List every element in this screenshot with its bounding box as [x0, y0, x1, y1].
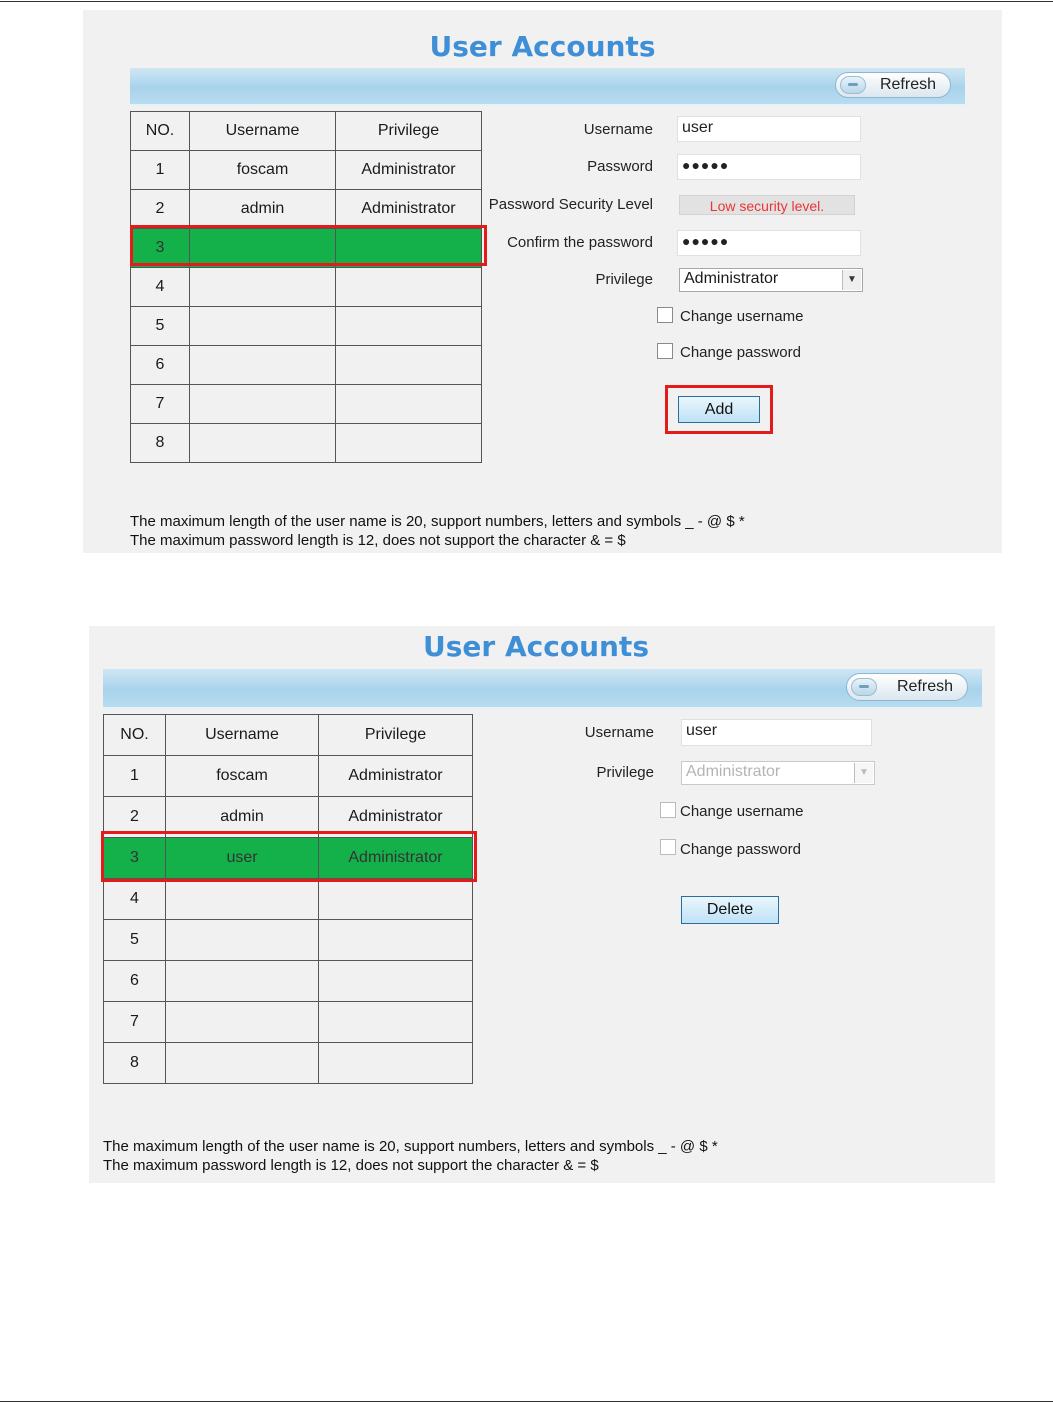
page-bottom-rule [0, 1401, 1053, 1402]
table-row[interactable] [104, 920, 473, 961]
cell-username [166, 1043, 319, 1084]
cell-username [166, 1002, 319, 1043]
refresh-label: Refresh [896, 678, 953, 695]
cell-no: 4 [104, 879, 166, 920]
cell-no: 7 [104, 1002, 166, 1043]
chevron-down-icon[interactable]: ▼ [854, 763, 873, 783]
cell-no: 1 [104, 756, 166, 797]
cell-no: 5 [131, 307, 190, 346]
change-username-checkbox[interactable] [660, 802, 676, 818]
change-username-label: Change username [680, 803, 804, 820]
cell-privilege [336, 307, 482, 346]
table-row[interactable] [131, 307, 482, 346]
confirm-password-label: Confirm the password [507, 234, 653, 251]
refresh-icon [840, 76, 866, 94]
password-label: Password [587, 158, 653, 175]
table-row[interactable] [131, 385, 482, 424]
cell-privilege: Administrator [319, 838, 473, 879]
privilege-select[interactable] [681, 761, 875, 785]
table-row[interactable] [104, 756, 473, 797]
cell-username: admin [166, 797, 319, 838]
cell-no: 6 [131, 346, 190, 385]
table-row[interactable] [104, 1002, 473, 1043]
page-title: User Accounts [423, 630, 649, 663]
username-rule-note: The maximum length of the user name is 20, support numbers, letters and symbols _ - @ $ * [130, 513, 745, 530]
password-rule-note: The maximum password length is 12, does not support the character & = $ [130, 532, 626, 549]
change-password-label: Change password [680, 841, 801, 858]
cell-privilege [336, 346, 482, 385]
header-username: Username [190, 112, 336, 151]
password-input[interactable]: ●●●●● [677, 154, 861, 180]
cell-no: 7 [131, 385, 190, 424]
header-no: NO. [131, 112, 190, 151]
cell-no: 5 [104, 920, 166, 961]
selected-row-highlight [101, 831, 477, 882]
cell-privilege [319, 1002, 473, 1043]
cell-privilege [336, 385, 482, 424]
toolbar [103, 669, 982, 709]
security-level-indicator: Low security level. [679, 195, 855, 215]
change-password-checkbox[interactable] [657, 343, 673, 359]
refresh-button[interactable] [835, 72, 951, 98]
cell-privilege: Administrator [319, 797, 473, 838]
password-rule-note: The maximum password length is 12, does not support the character & = $ [103, 1157, 599, 1174]
page-top-rule [0, 1, 1053, 2]
change-password-label: Change password [680, 344, 801, 361]
table-row[interactable] [131, 151, 482, 190]
cell-privilege [319, 1043, 473, 1084]
header-username: Username [166, 715, 319, 756]
cell-no: 3 [104, 838, 166, 879]
username-rule-note: The maximum length of the user name is 20, support numbers, letters and symbols _ - @ $ * [103, 1138, 718, 1155]
cell-privilege [319, 920, 473, 961]
delete-button[interactable]: Delete [681, 896, 779, 924]
cell-no: 2 [104, 797, 166, 838]
change-password-checkbox[interactable] [660, 839, 676, 855]
cell-privilege [336, 268, 482, 307]
cell-no: 8 [104, 1043, 166, 1084]
cell-no: 2 [131, 190, 190, 229]
cell-username [166, 879, 319, 920]
delete-user-panel [89, 626, 995, 1183]
cell-no: 8 [131, 424, 190, 463]
cell-no: 4 [131, 268, 190, 307]
cell-username [190, 385, 336, 424]
cell-username [190, 268, 336, 307]
username-input[interactable]: user [681, 719, 872, 746]
cell-privilege [319, 961, 473, 1002]
table-row[interactable] [131, 268, 482, 307]
refresh-label: Refresh [879, 76, 936, 93]
add-button[interactable]: Add [678, 396, 760, 423]
cell-username: user [166, 838, 319, 879]
cell-username [190, 307, 336, 346]
username-input[interactable]: user [677, 116, 861, 142]
cell-username [166, 961, 319, 1002]
privilege-label: Privilege [595, 271, 653, 288]
user-table [103, 714, 473, 1084]
header-privilege: Privilege [336, 112, 482, 151]
refresh-icon [851, 678, 877, 696]
table-row[interactable] [104, 879, 473, 920]
cell-no: 6 [104, 961, 166, 1002]
username-label: Username [584, 724, 654, 741]
table-header-row [104, 715, 473, 756]
selected-row-highlight [130, 225, 487, 266]
username-label: Username [583, 121, 653, 138]
cell-username [166, 920, 319, 961]
cell-username: admin [190, 190, 336, 229]
table-row[interactable] [104, 961, 473, 1002]
header-no: NO. [104, 715, 166, 756]
change-username-checkbox[interactable] [657, 307, 673, 323]
page-title: User Accounts [429, 30, 656, 63]
cell-username [190, 346, 336, 385]
add-user-panel [83, 10, 1002, 553]
privilege-select-value: Administrator [686, 763, 781, 780]
refresh-button[interactable] [846, 673, 968, 701]
security-level-label: Password Security Level [488, 196, 653, 213]
privilege-select[interactable] [679, 268, 863, 292]
table-row[interactable] [104, 1043, 473, 1084]
cell-username: foscam [166, 756, 319, 797]
cell-privilege: Administrator [336, 190, 482, 229]
user-table [130, 111, 482, 463]
cell-privilege [319, 879, 473, 920]
cell-privilege: Administrator [336, 151, 482, 190]
table-row[interactable] [131, 424, 482, 463]
privilege-label: Privilege [596, 764, 654, 781]
cell-no: 1 [131, 151, 190, 190]
cell-privilege [336, 424, 482, 463]
header-privilege: Privilege [319, 715, 473, 756]
cell-username: foscam [190, 151, 336, 190]
privilege-select-value: Administrator [684, 270, 779, 287]
chevron-down-icon[interactable]: ▼ [842, 270, 861, 290]
table-row[interactable] [131, 190, 482, 229]
confirm-password-input[interactable]: ●●●●● [677, 230, 861, 256]
table-header-row [131, 112, 482, 151]
table-row[interactable] [131, 346, 482, 385]
toolbar [130, 68, 965, 106]
cell-username [190, 424, 336, 463]
change-username-label: Change username [680, 308, 804, 325]
cell-no: 3 [131, 229, 190, 268]
cell-privilege: Administrator [319, 756, 473, 797]
